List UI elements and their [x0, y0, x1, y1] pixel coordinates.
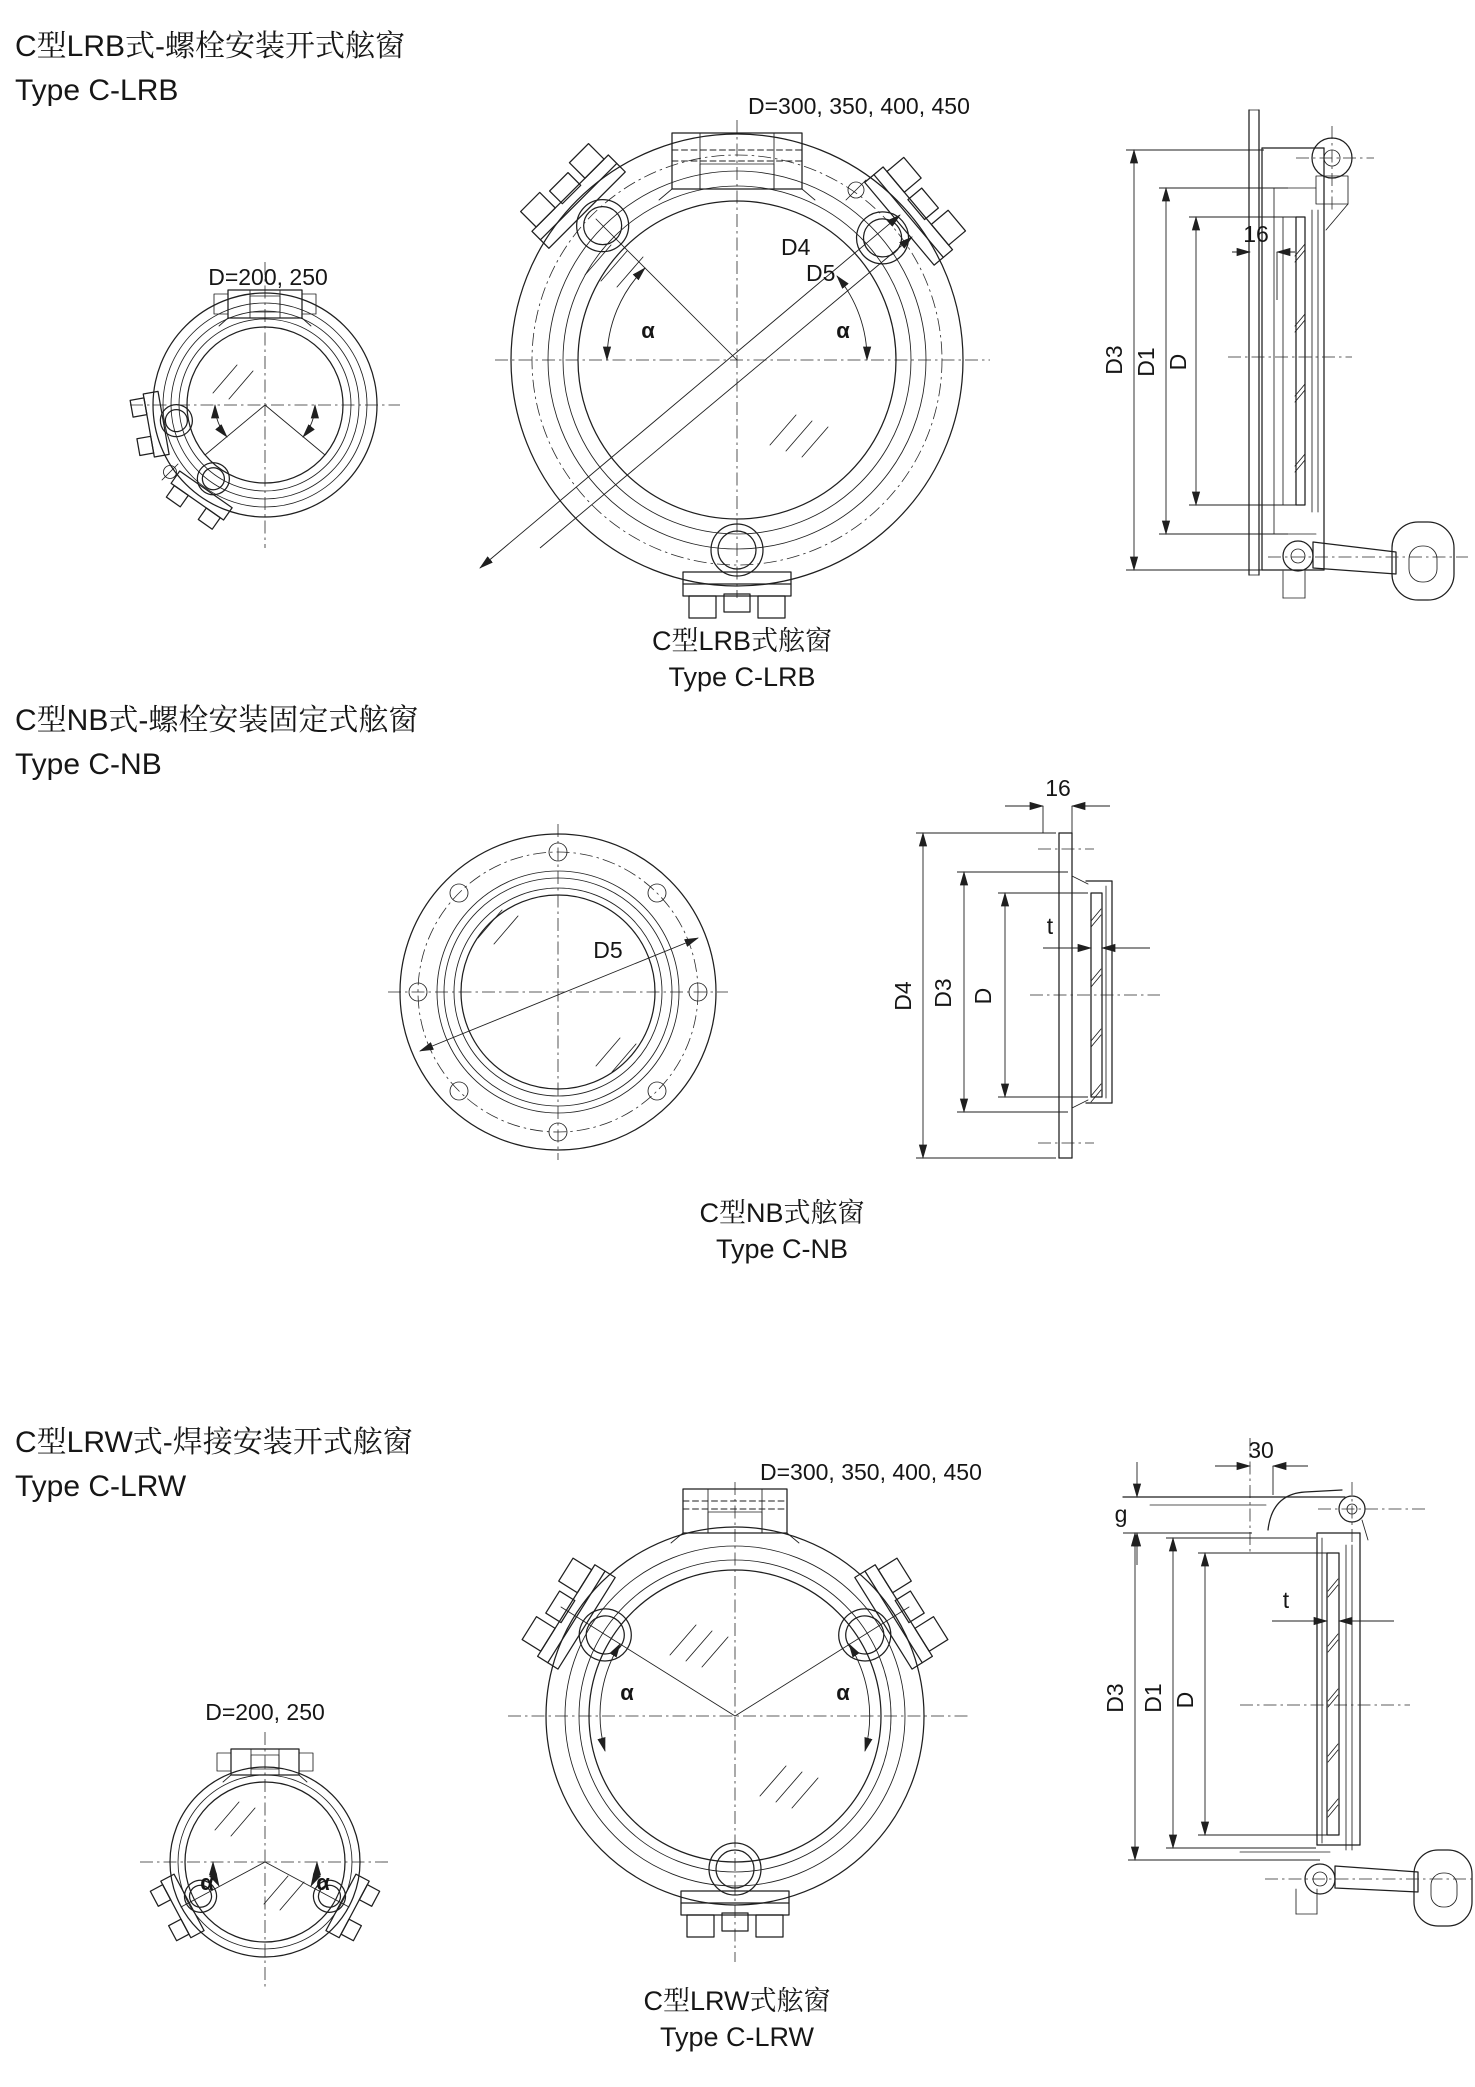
dim-d-label: D — [970, 987, 996, 1005]
dim-d4-label: D4 — [890, 981, 916, 1011]
dimension-16 — [1232, 221, 1295, 300]
dimension-d3 — [1102, 1533, 1135, 1860]
dim-t-label: t — [1282, 1587, 1290, 1613]
section-nb-title-zh: C型NB式-螺栓安装固定式舷窗 — [15, 704, 419, 737]
glass-hatch — [213, 365, 253, 399]
lrw-caption-en: Type C-LRW — [659, 2022, 815, 2052]
dim-t-label: t — [1046, 913, 1054, 939]
dimension-d4-line — [540, 237, 912, 548]
alpha-label: α — [316, 1870, 330, 1895]
dim-d1-label: D1 — [1140, 1683, 1166, 1713]
dim-g-label: g — [1114, 1501, 1128, 1527]
swing-arc — [607, 268, 645, 360]
dimension-d — [1172, 1553, 1327, 1835]
dim-16-label: 16 — [1243, 221, 1269, 247]
nb-caption-zh: C型NB式舷窗 — [699, 1198, 865, 1228]
lrw-large-front-view — [508, 1459, 982, 2052]
swing-angle-line — [596, 219, 737, 360]
glass-hatch — [670, 1625, 728, 1667]
alpha-label: α — [836, 1680, 850, 1705]
lrw-small-front-view — [140, 1699, 390, 1988]
lrw-side-view — [1102, 1437, 1472, 1926]
dim-d3-label: D3 — [1102, 1683, 1128, 1713]
glass-hatch — [770, 415, 828, 457]
swing-arc — [213, 1862, 219, 1886]
dim-d-label: D — [1172, 1691, 1198, 1709]
section-lrw — [15, 1426, 1472, 2052]
lrb-caption-en: Type C-LRB — [668, 662, 816, 692]
lrw-caption-zh: C型LRW式舷窗 — [643, 1986, 831, 2016]
glass-hatch — [264, 1876, 304, 1910]
lrw-large-diameter-label: D=300, 350, 400, 450 — [760, 1459, 982, 1485]
lrb-side-view — [1101, 110, 1468, 600]
nb-front-view — [388, 824, 728, 1160]
alpha-label: α — [836, 318, 850, 343]
swing-angle-line — [265, 1862, 349, 1907]
swing-bolt — [828, 153, 969, 296]
swing-angle-line — [561, 1607, 735, 1716]
alpha-label: α — [200, 1870, 214, 1895]
hinge — [1296, 126, 1374, 230]
dim-d3-label: D3 — [1101, 345, 1127, 375]
nb-caption-en: Type C-NB — [715, 1234, 849, 1264]
dimension-d3 — [930, 872, 1068, 1112]
section-lrb-title-en: Type C-LRB — [15, 74, 179, 107]
dimension-t — [1272, 1587, 1394, 1621]
section-lrb — [15, 30, 1468, 692]
glass-hatch — [215, 1802, 255, 1836]
dimension-16 — [1005, 775, 1110, 833]
swing-angle-line — [735, 1607, 909, 1716]
swing-angle-line — [181, 1862, 265, 1907]
glass-hatch — [760, 1766, 818, 1808]
section-lrb-title-zh: C型LRB式-螺栓安装开式舷窗 — [15, 30, 406, 63]
alpha-label: α — [620, 1680, 634, 1705]
lrb-small-diameter-label: D=200, 250 — [208, 264, 328, 290]
lrb-large-diameter-label: D=300, 350, 400, 450 — [748, 93, 970, 119]
swing-angle-line — [205, 405, 265, 455]
swing-arc — [303, 405, 315, 437]
glass-hatch — [478, 910, 518, 944]
section-nb-title-en: Type C-NB — [15, 748, 162, 781]
dim-d-label: D — [1165, 353, 1191, 371]
dimension-30 — [1215, 1437, 1308, 1555]
dim-d3-label: D3 — [930, 978, 956, 1008]
nb-side-view — [699, 775, 1160, 1264]
swing-bolt-handle — [1265, 1850, 1472, 1926]
lrw-small-diameter-label: D=200, 250 — [205, 1699, 325, 1725]
diameter-symbol — [846, 180, 866, 200]
hinge — [659, 133, 815, 200]
swing-angle-line — [265, 405, 325, 455]
lrb-caption-zh: C型LRB式舷窗 — [651, 626, 833, 656]
dim-d1-label: D1 — [1133, 347, 1159, 377]
dimension-d — [970, 893, 1088, 1097]
alpha-label: α — [641, 318, 655, 343]
section-lrw-title-zh: C型LRW式-焊接安装开式舷窗 — [15, 1426, 413, 1459]
lrb-small-front-view — [129, 262, 400, 548]
dim-d5-label: D5 — [593, 937, 623, 963]
swing-bolt — [163, 447, 249, 531]
dim-30-label: 30 — [1248, 1437, 1274, 1463]
dim-d5-label: D5 — [806, 260, 836, 286]
lrb-large-front-view — [480, 93, 990, 692]
section-lrw-title-en: Type C-LRW — [15, 1470, 187, 1503]
glass-pane — [1327, 1553, 1339, 1835]
dimension-d — [1165, 217, 1298, 505]
dimension-d5-line — [480, 215, 900, 568]
dimension-d1 — [1140, 1538, 1316, 1848]
section-nb — [15, 704, 1160, 1264]
dimension-d5-line — [420, 938, 698, 1051]
dim-16-label: 16 — [1045, 775, 1071, 801]
dim-d4-label: D4 — [781, 234, 811, 260]
swing-arc — [215, 405, 227, 437]
dimension-g — [1115, 1462, 1137, 1565]
